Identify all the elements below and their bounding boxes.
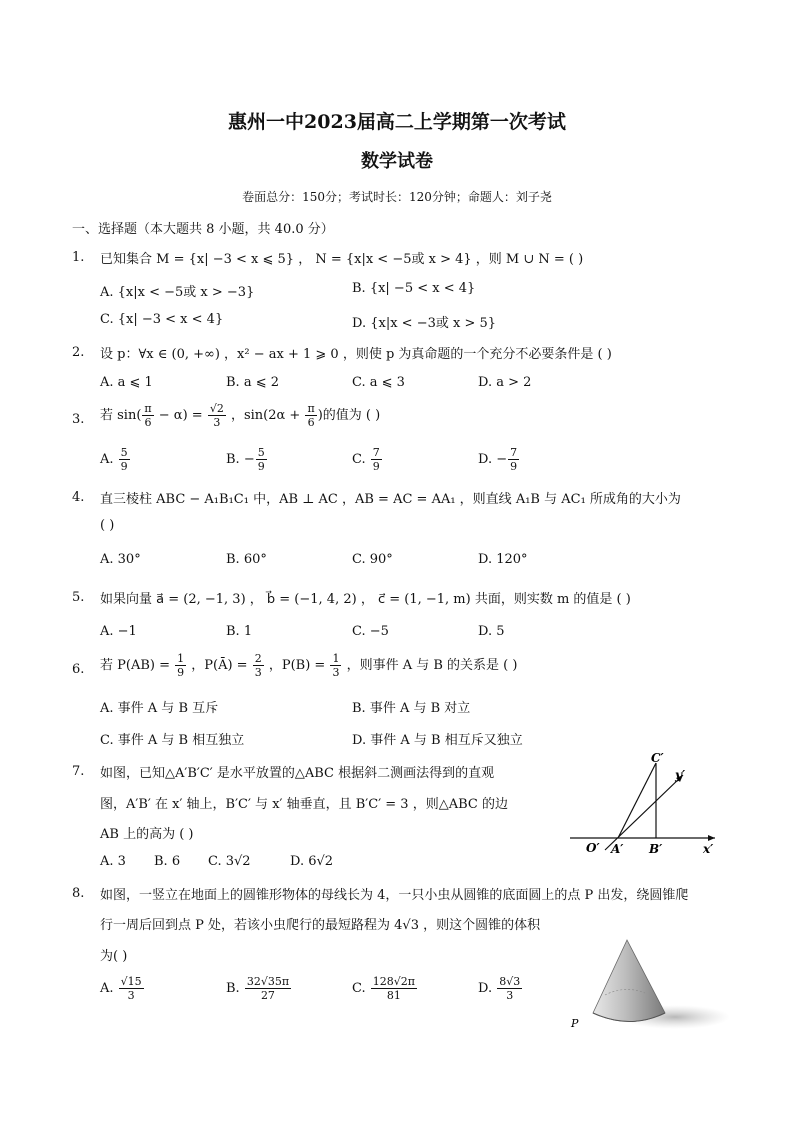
q8-cone-figure	[565, 935, 735, 1035]
q1-option-a: A. {x|x < −5或 x > −3}	[100, 285, 255, 300]
q5-option-b: B. 1	[226, 624, 253, 639]
exam-meta: 卷面总分：150分；考试时长：120分钟；命题人：刘子尧	[242, 190, 552, 204]
q4-text: 直三棱柱 ABC − A₁B₁C₁ 中，AB ⊥ AC ，AB = AC = AA₁ ，则直线 A₁B 与 AC₁ 所成角的大小为	[100, 492, 681, 507]
label-c: C′	[651, 751, 664, 765]
q2-option-b: B. a ⩽ 2	[226, 375, 279, 390]
q4-option-a: A. 30°	[100, 552, 141, 567]
q4-option-d: D. 120°	[478, 552, 528, 567]
q6-option-a: A. 事件 A 与 B 互斥	[100, 701, 219, 716]
q7-number: 7.	[72, 764, 85, 779]
q1-option-b: B. {x| −5 < x < 4}	[352, 281, 476, 296]
q8-text-line3: 为( )	[100, 949, 128, 964]
q3-option-c: C. $\frac{7}{9}$	[352, 446, 380, 473]
q8-text-line2: 行一周后回到点 P 处，若该小虫爬行的最短路程为 4√3 ，则这个圆锥的体积	[100, 918, 541, 933]
q5-option-d: D. 5	[478, 624, 505, 639]
q5-number: 5.	[72, 590, 85, 605]
q6-number: 6.	[72, 662, 85, 677]
q2-option-c: C. a ⩽ 3	[352, 375, 405, 390]
q8-number: 8.	[72, 886, 85, 901]
q8-option-d: D. $\frac{8√3}{3}$	[478, 975, 521, 1002]
q7-text-line1: 如图，已知△A′B′C′ 是水平放置的△ABC 根据斜二测画法得到的直观	[100, 766, 495, 781]
q4-text-cont: ( )	[100, 518, 115, 533]
q7-option-d: D. 6√2	[290, 854, 334, 869]
label-p: P	[571, 1017, 579, 1030]
section-heading: 一、选择题（本大题共 8 小题，共 40.0 分）	[72, 222, 334, 237]
q6-text: 若 P(AB) = $\frac{1}{9}$ ，P(Ā) = $\frac{2}{3}$ ，P(B) = $\frac{1}{3}$ ，则事件 A 与 B 的关系是 ( )	[100, 652, 518, 679]
q6-option-b: B. 事件 A 与 B 对立	[352, 701, 471, 716]
q3-option-d: D. − $\frac{7}{9}$	[478, 446, 518, 473]
q8-option-c: C. $\frac{128√2\pi}{81}$	[352, 975, 415, 1002]
label-y: y′	[675, 768, 686, 782]
q2-option-a: A. a ⩽ 1	[100, 375, 153, 390]
exam-title: 惠州一中2023届高二上学期第一次考试	[228, 111, 566, 133]
label-b: B′	[649, 842, 663, 856]
q8-option-b: B. $\frac{32√35\pi}{27}$	[226, 975, 290, 1002]
q3-option-b: B. − $\frac{5}{9}$	[226, 446, 265, 473]
q7-option-c: C. 3√2	[208, 854, 251, 869]
q8-option-a: A. $\frac{√15}{3}$	[100, 975, 142, 1002]
label-a: A′	[611, 842, 624, 856]
q7-option-a: A. 3	[100, 854, 126, 869]
q2-number: 2.	[72, 345, 85, 360]
q8-text-line1: 如图，一竖立在地面上的圆锥形物体的母线长为 4，一只小虫从圆锥的底面圆上的点 P 出发，绕圆锥爬	[100, 888, 689, 903]
q1-option-d: D. {x|x < −3或 x > 5}	[352, 316, 497, 331]
q7-option-b: B. 6	[154, 854, 181, 869]
label-x: x′	[703, 842, 714, 856]
q3-option-a: A. $\frac{5}{9}$	[100, 446, 128, 473]
q5-option-a: A. −1	[100, 624, 137, 639]
q4-option-b: B. 60°	[226, 552, 267, 567]
q7-text-line2: 图，A′B′ 在 x′ 轴上，B′C′ 与 x′ 轴垂直，且 B′C′ = 3 ，则△ABC 的边	[100, 797, 508, 812]
q4-number: 4.	[72, 490, 85, 505]
q3-text: 若 sin( $\frac{\pi}{6}$ − α) = $\frac{√2}{3}$ ，sin(2α + $\frac{\pi}{6}$ )的值为 ( )	[100, 402, 381, 429]
q2-option-d: D. a > 2	[478, 375, 532, 390]
q1-number: 1.	[72, 250, 85, 265]
q1-option-c: C. {x| −3 < x < 4}	[100, 312, 224, 327]
q7-figure	[565, 745, 725, 860]
q2-text: 设 p：∀x ∈ (0, +∞) ，x² − ax + 1 ⩾ 0 ，则使 p 为真命题的一个充分不必要条件是 ( )	[100, 347, 612, 362]
q4-option-c: C. 90°	[352, 552, 393, 567]
q7-text-line3: AB 上的高为 ( )	[100, 827, 194, 842]
q6-option-c: C. 事件 A 与 B 相互独立	[100, 733, 245, 748]
q5-option-c: C. −5	[352, 624, 389, 639]
q3-number: 3.	[72, 412, 85, 427]
q1-text: 已知集合 M = {x| −3 < x ⩽ 5} ， N = {x|x < −5或 x > 4} ，则 M ∪ N = ( )	[100, 252, 584, 267]
label-o: O′	[586, 841, 600, 855]
exam-subtitle: 数学试卷	[361, 151, 433, 172]
q6-option-d: D. 事件 A 与 B 相互斥又独立	[352, 733, 523, 748]
q5-text: 如果向量 a⃗ = (2, −1, 3) ， b⃗ = (−1, 4, 2) ， c⃗ = (1, −1, m) 共面，则实数 m 的值是 ( )	[100, 592, 631, 607]
